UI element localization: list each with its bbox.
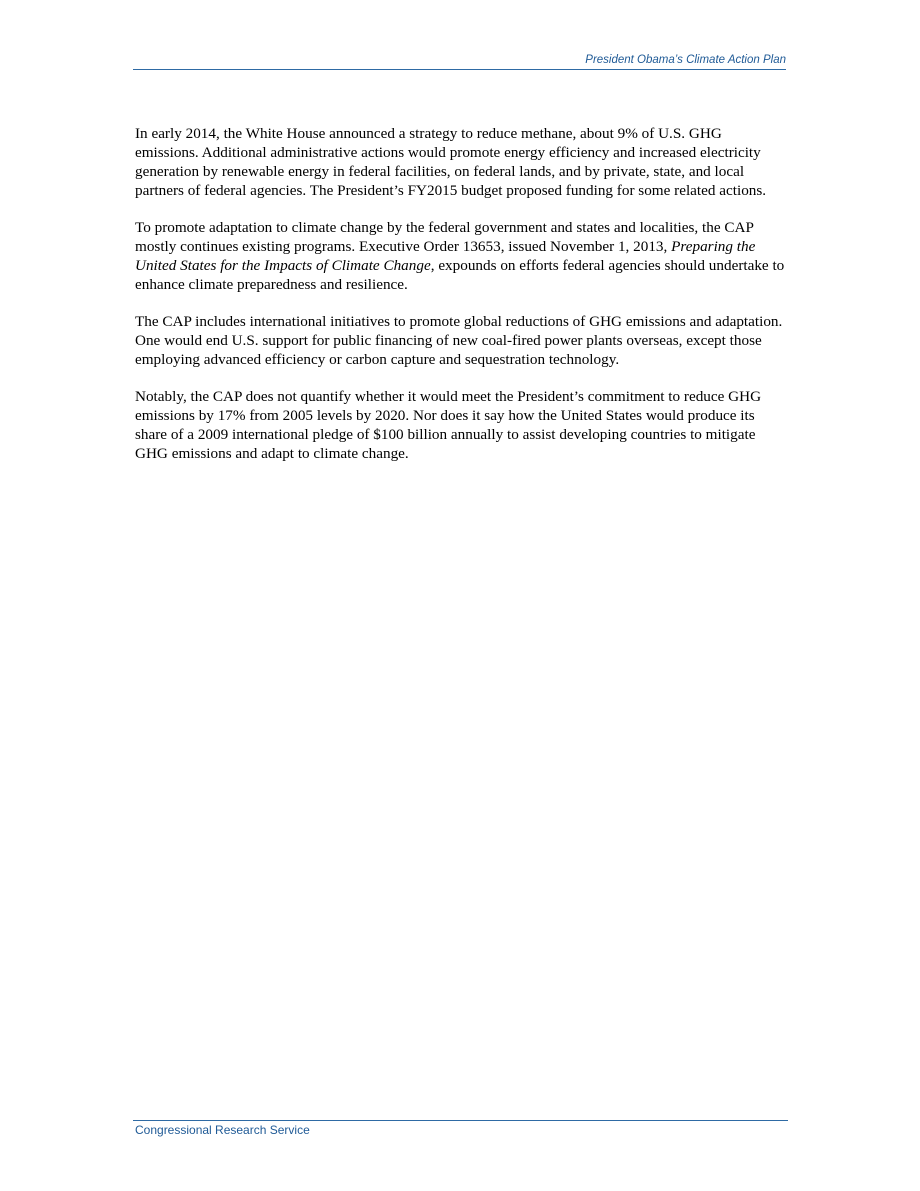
- paragraph-adaptation-text-after: , expounds on efforts federal agencies should undertake to enhance climate preparedness and resilience.: [135, 257, 785, 293]
- running-header-title: President Obama’s Climate Action Plan: [585, 54, 786, 66]
- running-footer: [133, 1120, 788, 1138]
- paragraph-adaptation-text-before: To promote adaptation to climate change by the federal government and states and localities, the CAP mostly continues existing programs. Executive Order 13653, issued November 1, 2013,: [135, 219, 754, 255]
- paragraph-international-initiatives: The CAP includes international initiatives to promote global reductions of GHG emissions and adaptation. One would end U.S. support for public financing of new coal-fired power plants overseas, except those employing advanced efficiency or carbon capture and sequestration technology.: [135, 313, 783, 368]
- paragraph-adaptation: [135, 218, 787, 294]
- running-footer-text: Congressional Research Service: [135, 1123, 310, 1137]
- running-header: [133, 53, 786, 70]
- paragraph-methane-strategy: In early 2014, the White House announced a strategy to reduce methane, about 9% of U.S. GHG emissions. Additional administrative actions would promote energy efficiency and increased electricity generation by renewable energy in federal facilities, on federal lands, and by private, state, and local partners of federal agencies. The President’s FY2015 budget proposed funding for some related actions.: [135, 125, 767, 199]
- paragraph-ghg-commitment: Notably, the CAP does not quantify whether it would meet the President’s commitment to reduce GHG emissions by 17% from 2005 levels by 2020. Nor does it say how the United States would produce its share of a 2009 international pledge of $100 billion annually to assist developing countries to mitigate GHG emissions and adapt to climate change.: [135, 388, 762, 462]
- executive-order-title: Preparing the United States for the Impacts of Climate Change: [135, 238, 756, 274]
- document-body: [135, 124, 787, 481]
